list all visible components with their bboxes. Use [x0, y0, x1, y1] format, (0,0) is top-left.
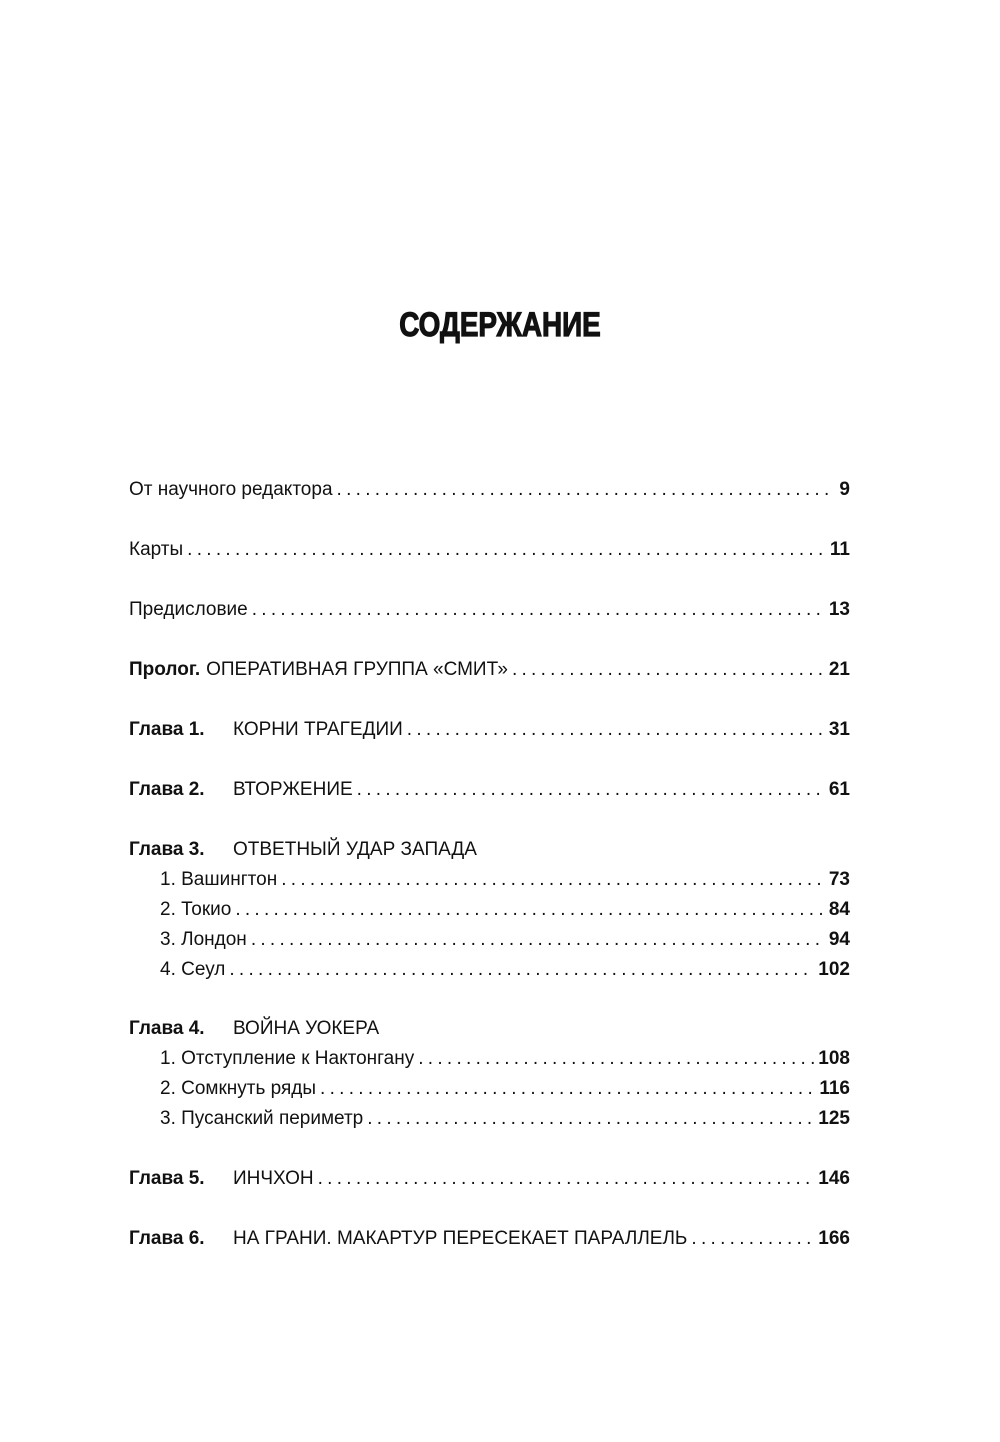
- toc-entry-label: ВОЙНА УОКЕРА: [233, 1018, 380, 1039]
- toc-entry-maps: [129, 537, 850, 563]
- toc-entry-chapter-2: [129, 777, 850, 803]
- toc-entry-label: ОПЕРАТИВНАЯ ГРУППА «СМИТ»: [206, 659, 508, 680]
- dot-leader: [251, 927, 825, 953]
- toc-subentry: [160, 897, 850, 923]
- toc-entry-page: 21: [828, 659, 850, 680]
- toc-entry-lead: Глава 6.: [129, 1228, 205, 1249]
- toc-entry-page: 166: [818, 1228, 850, 1249]
- dot-leader: [407, 717, 825, 743]
- toc-entry-label: Предисловие: [129, 599, 248, 620]
- toc-entry-lead: Глава 1.: [129, 719, 205, 740]
- toc-entry-prologue: [129, 657, 850, 683]
- toc-entry-label: 2. Сомкнуть ряды: [160, 1078, 317, 1099]
- toc-entry-label: 1. Отступление к Нактонгану: [160, 1048, 415, 1069]
- toc-entry-page: 13: [828, 599, 850, 620]
- toc-entry-label: ВТОРЖЕНИЕ: [233, 779, 353, 800]
- toc-entry-editor-note: [129, 477, 850, 503]
- toc-entry-page: 61: [828, 779, 850, 800]
- toc-entry-label: ИНЧХОН: [233, 1168, 314, 1189]
- toc-entry-preface: [129, 597, 850, 623]
- toc-entry-page: 84: [828, 899, 850, 920]
- toc-entry-page: 116: [819, 1078, 850, 1099]
- dot-leader: [281, 867, 825, 893]
- toc-entry-label: 3. Пусанский периметр: [160, 1108, 364, 1129]
- toc-entry-label: КОРНИ ТРАГЕДИИ: [233, 719, 403, 740]
- toc-subentry: [160, 927, 850, 953]
- toc-subentry: [160, 1046, 850, 1072]
- toc-entry-label: 2. Токио: [160, 899, 232, 920]
- toc-entry-page: 73: [828, 869, 850, 890]
- toc-entry-lead: Глава 4.: [129, 1018, 205, 1039]
- toc-entry-lead: Глава 5.: [129, 1168, 205, 1189]
- toc-subentry: [160, 867, 850, 893]
- dot-leader: [252, 597, 825, 623]
- page-title: СОДЕРЖАНИЕ: [399, 306, 601, 344]
- toc-entry-chapter-1: [129, 717, 850, 743]
- toc-entry-label: 3. Лондон: [160, 929, 247, 950]
- toc-entry-page: 108: [818, 1048, 850, 1069]
- toc-entry-page: 9: [839, 479, 850, 500]
- dot-leader: [367, 1106, 814, 1132]
- dot-leader: [691, 1226, 814, 1252]
- toc-subentry: [160, 1106, 850, 1132]
- dot-leader: [318, 1166, 815, 1192]
- toc-subentry: [160, 1076, 850, 1102]
- dot-leader: [337, 477, 836, 503]
- dot-leader: [235, 897, 825, 923]
- toc-entry-chapter-4: [129, 1016, 850, 1042]
- toc-entry-label: ОТВЕТНЫЙ УДАР ЗАПАДА: [233, 839, 477, 860]
- dot-leader: [229, 957, 814, 983]
- toc-entry-page: 11: [829, 539, 850, 560]
- dot-leader: [357, 777, 825, 803]
- toc-entry-page: 94: [828, 929, 850, 950]
- toc-entry-chapter-5: [129, 1166, 850, 1192]
- toc-entry-label: НА ГРАНИ. МАКАРТУР ПЕРЕСЕКАЕТ ПАРАЛЛЕЛЬ: [233, 1228, 688, 1249]
- toc-entry-page: 31: [828, 719, 850, 740]
- toc-entry-page: 102: [818, 959, 850, 980]
- toc-entry-label: 4. Сеул: [160, 959, 226, 980]
- toc-entry-page: 146: [818, 1168, 850, 1189]
- dot-leader: [320, 1076, 815, 1102]
- dot-leader: [187, 537, 826, 563]
- dot-leader: [512, 657, 825, 683]
- dot-leader: [418, 1046, 814, 1072]
- toc-entry-lead: Глава 3.: [129, 839, 205, 860]
- toc-entry-label: От научного редактора: [129, 479, 333, 500]
- toc-subentry: [160, 957, 850, 983]
- toc-entry-label: 1. Вашингтон: [160, 869, 278, 890]
- toc-entry-chapter-6: [129, 1226, 850, 1252]
- toc-entry-lead: Глава 2.: [129, 779, 205, 800]
- toc-entry-page: 125: [818, 1108, 850, 1129]
- toc-entry-lead: Пролог.: [129, 659, 201, 680]
- toc-entry-label: Карты: [129, 539, 184, 560]
- toc-entry-chapter-3: [129, 837, 850, 863]
